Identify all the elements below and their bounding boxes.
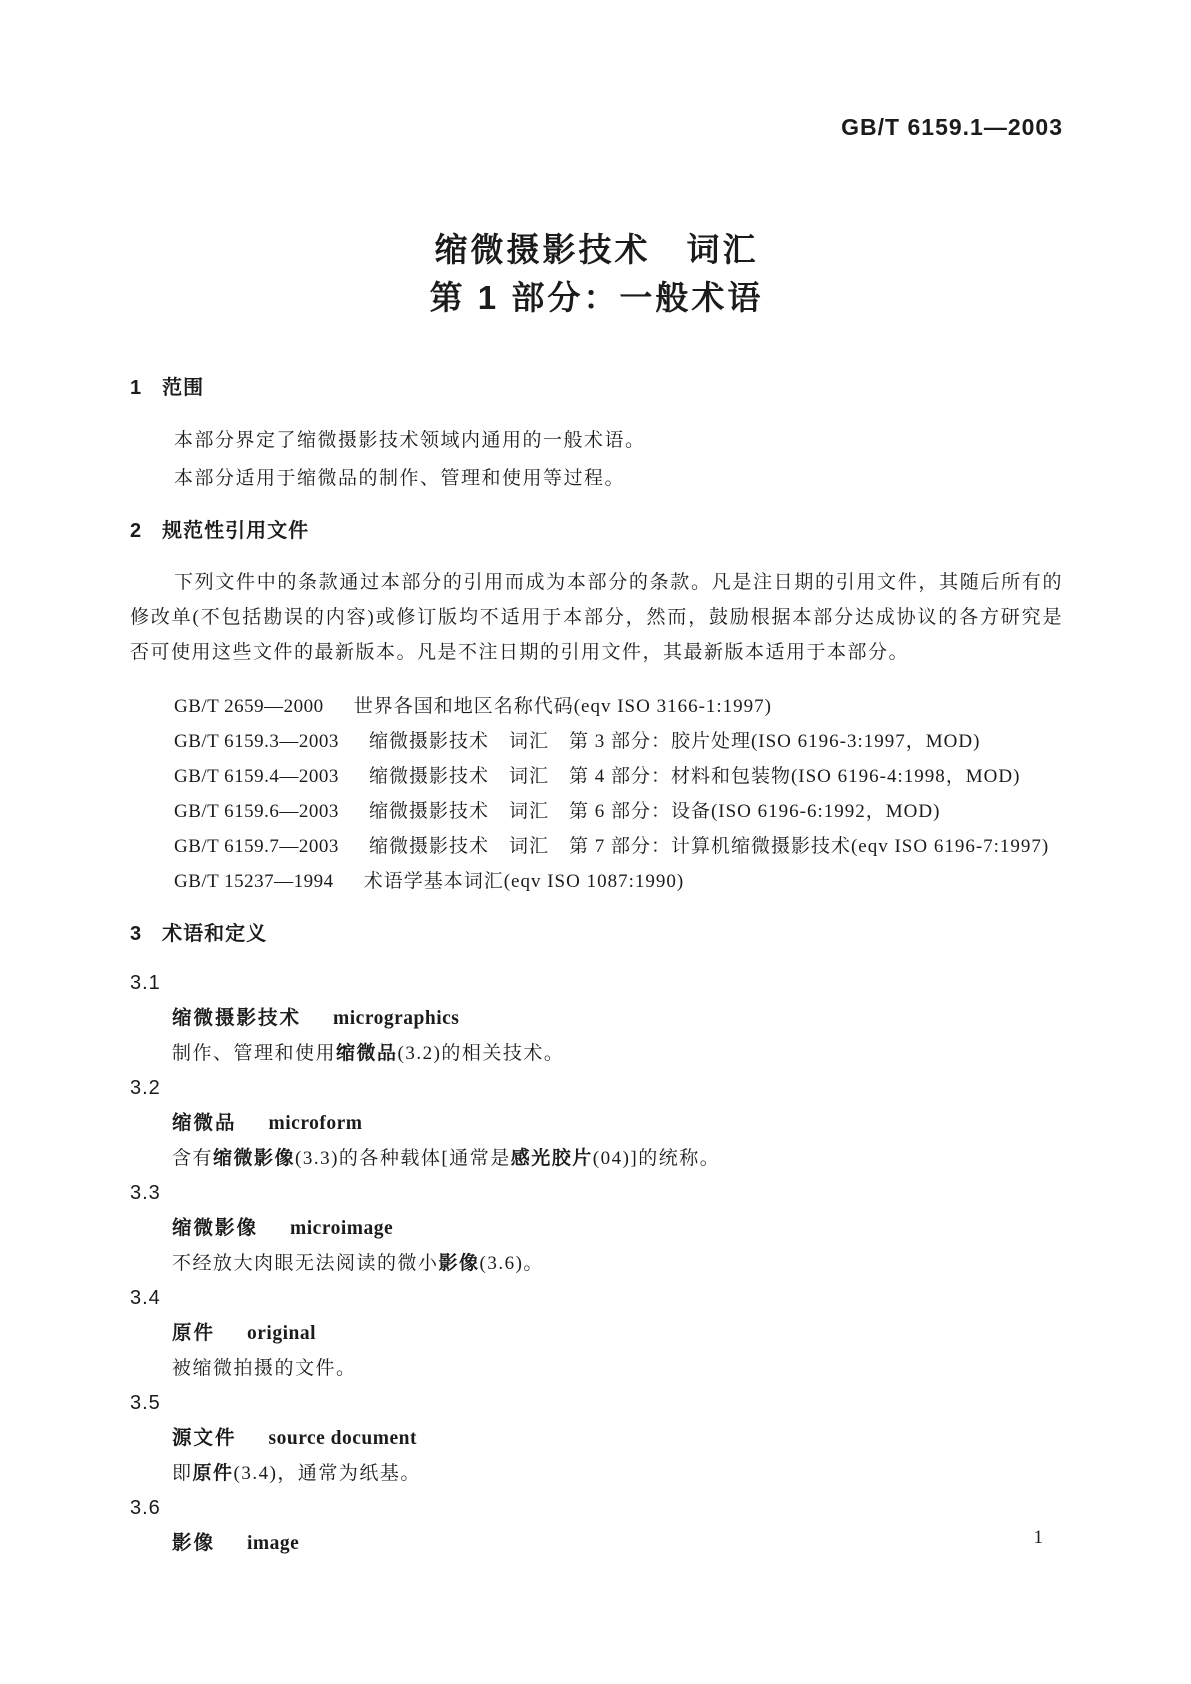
definition-text: 制作、管理和使用 <box>172 1043 337 1064</box>
term-english: source document <box>268 1428 418 1449</box>
term-entry <box>130 966 1063 1071</box>
term-number: 3.1 <box>130 972 161 994</box>
definition-text: (3.2)的相关技术。 <box>397 1043 565 1064</box>
page-content <box>0 112 1191 1561</box>
section2-title: 规范性引用文件 <box>162 520 310 542</box>
term-number: 3.5 <box>130 1392 161 1414</box>
definition-text: 即 <box>172 1463 193 1484</box>
term-definition <box>172 1456 1063 1491</box>
term-number: 3.2 <box>130 1077 161 1099</box>
definition-text: (3.3)的各种载体[通常是 <box>295 1148 511 1169</box>
definition-text: 被缩微拍摄的文件。 <box>172 1358 357 1379</box>
term-number: 3.3 <box>130 1182 161 1204</box>
reference-item <box>174 689 1063 724</box>
normative-reference-list <box>130 689 1063 899</box>
term-chinese: 缩微摄影技术 <box>172 1007 302 1029</box>
definition-text: 不经放大肉眼无法阅读的微小 <box>172 1253 439 1274</box>
term-chinese: 缩微影像 <box>172 1217 259 1239</box>
page-number: 1 <box>1033 1527 1043 1548</box>
section1-number: 1 <box>130 377 143 399</box>
term-reference: 影像 <box>438 1253 480 1274</box>
reference-code: GB/T 6159.7—2003 <box>174 836 339 857</box>
term-reference: 缩微影像 <box>213 1148 296 1169</box>
term-english: image <box>247 1533 300 1554</box>
term-heading <box>172 1316 1063 1351</box>
reference-code: GB/T 2659—2000 <box>174 696 324 717</box>
section1-title: 范围 <box>162 377 205 399</box>
section2-intro-paragraph: 下列文件中的条款通过本部分的引用而成为本部分的条款。凡是注日期的引用文件，其随后所有的修改单(不包括勘误的内容)或修订版均不适用于本部分，然而，鼓励根据本部分达成协议的各方研究是否可使用这些文件的最新版本。凡是不注日期的引用文件，其最新版本适用于本部分。 <box>130 572 1063 663</box>
document-title <box>130 226 1063 322</box>
reference-item <box>174 794 1063 829</box>
standard-code: GB/T 6159.1—2003 <box>841 114 1063 140</box>
reference-code: GB/T 15237—1994 <box>174 871 334 892</box>
section1-body <box>130 422 1063 498</box>
term-chinese: 缩微品 <box>172 1112 237 1134</box>
term-entry <box>130 1176 1063 1281</box>
reference-title: 世界各国和地区名称代码(eqv ISO 3166-1:1997) <box>353 696 772 717</box>
section3-title: 术语和定义 <box>162 923 268 945</box>
section1-paragraph: 本部分界定了缩微摄影技术领域内通用的一般术语。 <box>174 430 646 451</box>
term-chinese: 原件 <box>172 1322 216 1344</box>
section2-heading <box>130 517 1063 545</box>
term-english: original <box>247 1323 317 1344</box>
term-entry <box>130 1071 1063 1176</box>
term-entry <box>130 1491 1063 1561</box>
reference-code: GB/T 6159.6—2003 <box>174 801 339 822</box>
term-definition <box>172 1246 1063 1281</box>
section2-number: 2 <box>130 520 143 542</box>
term-reference: 缩微品 <box>336 1043 398 1064</box>
term-reference: 感光胶片 <box>510 1148 593 1169</box>
term-heading <box>172 1421 1063 1456</box>
term-heading <box>172 1106 1063 1141</box>
term-reference: 原件 <box>192 1463 234 1484</box>
section3-number: 3 <box>130 923 143 945</box>
term-entry <box>130 1386 1063 1491</box>
term-english: micrographics <box>333 1008 460 1029</box>
section1-paragraph: 本部分适用于缩微品的制作、管理和使用等过程。 <box>174 468 626 489</box>
term-definition <box>172 1141 1063 1176</box>
reference-title: 缩微摄影技术 词汇 第 7 部分：计算机缩微摄影技术(eqv ISO 6196-7:1997) <box>368 836 1050 857</box>
term-chinese: 影像 <box>172 1532 216 1554</box>
term-heading <box>172 1526 1063 1561</box>
reference-item <box>174 829 1063 864</box>
term-heading <box>172 1211 1063 1246</box>
term-definition <box>172 1351 1063 1386</box>
terms-and-definitions <box>130 966 1063 1561</box>
section3-heading <box>130 920 1063 948</box>
term-number: 3.6 <box>130 1497 161 1519</box>
reference-title: 缩微摄影技术 词汇 第 4 部分：材料和包装物(ISO 6196-4:1998，MOD) <box>368 766 1021 787</box>
reference-title: 缩微摄影技术 词汇 第 3 部分：胶片处理(ISO 6196-3:1997，MOD) <box>368 731 981 752</box>
term-entry <box>130 1281 1063 1386</box>
reference-item <box>174 724 1063 759</box>
definition-text: (3.6)。 <box>479 1253 544 1274</box>
document-title-line1: 缩微摄影技术 词汇 <box>434 231 759 268</box>
section1-heading <box>130 374 1063 402</box>
reference-title: 缩微摄影技术 词汇 第 6 部分：设备(ISO 6196-6:1992，MOD) <box>368 801 941 822</box>
term-definition <box>172 1036 1063 1071</box>
reference-item <box>174 759 1063 794</box>
definition-text: (3.4)，通常为纸基。 <box>233 1463 421 1484</box>
term-chinese: 源文件 <box>172 1427 237 1449</box>
definition-text: (04)]的统称。 <box>592 1148 721 1169</box>
reference-code: GB/T 6159.3—2003 <box>174 731 339 752</box>
document-title-line2: 第 1 部分：一般术语 <box>429 279 764 316</box>
reference-title: 术语学基本词汇(eqv ISO 1087:1990) <box>363 871 685 892</box>
term-number: 3.4 <box>130 1287 161 1309</box>
term-english: microform <box>268 1113 363 1134</box>
term-english: microimage <box>290 1218 394 1239</box>
reference-code: GB/T 6159.4—2003 <box>174 766 339 787</box>
definition-text: 含有 <box>172 1148 214 1169</box>
term-heading <box>172 1001 1063 1036</box>
reference-item <box>174 864 1063 899</box>
